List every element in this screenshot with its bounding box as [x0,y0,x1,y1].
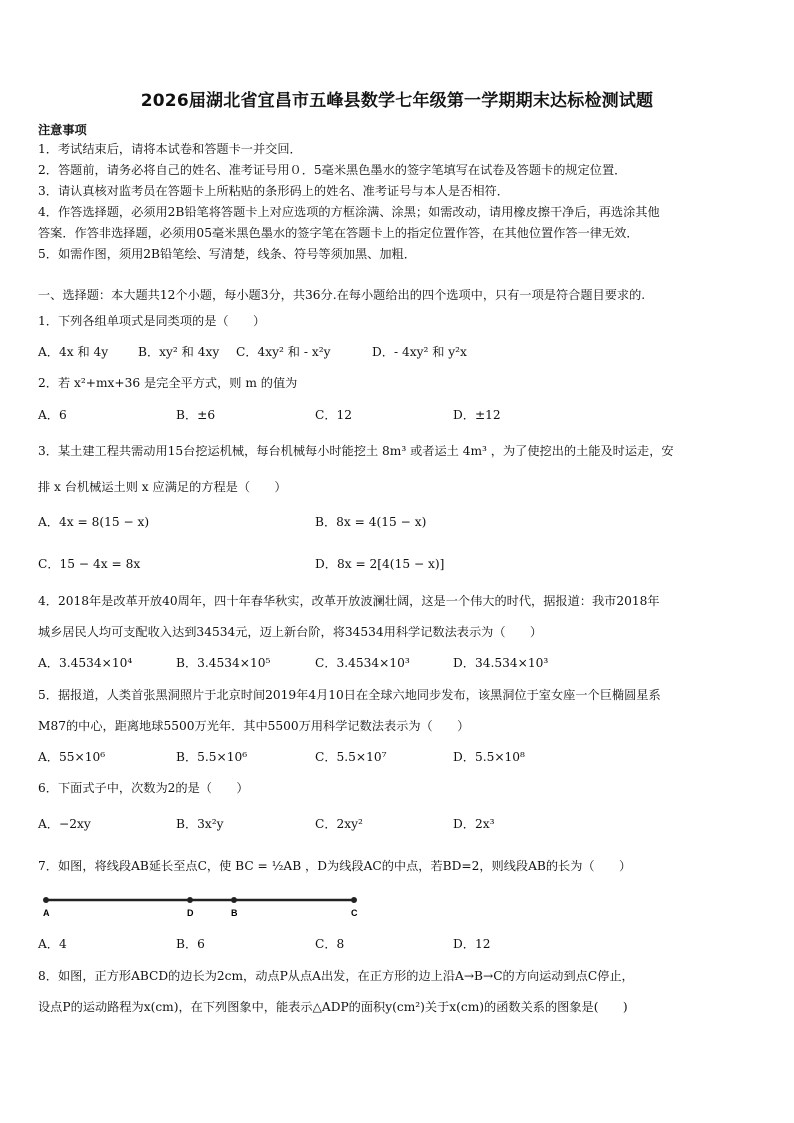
point-a-dot [43,897,49,903]
q2-option-b: B．±6 [176,408,216,422]
point-d-dot [187,897,193,903]
q1-option-d: D．- 4xy² 和 y²x [372,345,467,359]
question-6-stem: 6．下面式子中，次数为2的是（ ） [38,781,249,795]
notice-item: 2．答题前，请务必将自己的姓名、准考证号用０．5毫米黑色墨水的签字笔填写在试卷及答题卡的规定位置． [38,163,627,177]
notice-item: 答案．作答非选择题，必须用05毫米黑色墨水的签字笔在答题卡上的指定位置作答，在其他位置作答一律无效． [38,226,639,240]
q3-option-d: D．8x = 2[4(15 − x)] [315,557,445,571]
q1-option-a: A．4x 和 4y [38,345,109,359]
question-8-stem: 8．如图，正方形ABCD的边长为2cm，动点P从点A出发，在正方形的边上沿A→B→C的方向运动到点C停止， [38,969,634,983]
q5-option-d: D．5.5×10⁸ [453,750,525,764]
q5-option-b: B．5.5×10⁶ [176,750,248,764]
q3-option-b: B．8x = 4(15 − x) [315,515,427,529]
q7-option-d: D．12 [453,937,491,951]
notice-heading: 注意事项 [38,123,87,137]
page-title: 2026届湖北省宜昌市五峰县数学七年级第一学期期末达标检测试题 [140,91,654,111]
q3-option-a: A．4x = 8(15 − x) [38,515,150,529]
question-8-stem-cont: 设点P的运动路程为x(cm)，在下列图象中，能表示△ADP的面积y(cm²)关于x(cm)的函数关系的图象是( ) [38,1000,628,1014]
section-heading: 一、选择题：本大题共12个小题，每小题3分，共36分.在每小题给出的四个选项中，只有一项是符合题目要求的. [38,288,646,302]
q6-option-b: B．3x²y [176,817,224,831]
point-c-dot [351,897,357,903]
question-3-stem: 3．某土建工程共需动用15台挖运机械，每台机械每小时能挖土 8m³ 或者运土 4m³ ，为了使挖出的土能及时运走，安 [38,444,674,458]
question-2-stem: 2．若 x²+mx+36 是完全平方式，则 m 的值为 [38,376,298,390]
question-4-stem: 4．2018年是改革开放40周年，四十年春华秋实，改革开放波澜壮阔，这是一个伟大的时代，据报道：我市2018年 [38,594,660,608]
q1-option-b: B．xy² 和 4xy [138,345,220,359]
q5-option-a: A．55×10⁶ [38,750,106,764]
q6-option-c: C．2xy² [315,817,363,831]
question-7-stem: 7．如图，将线段AB延长至点C，使 BC = ½AB ，D为线段AC的中点，若BD=2，则线段AB的长为（ ） [38,859,632,873]
q2-option-c: C．12 [315,408,353,422]
q4-option-b: B．3.4534×10⁵ [176,656,271,670]
notice-item: 5．如需作图，须用2B铅笔绘、写清楚，线条、符号等须加黑、加粗． [38,247,416,261]
question-4-stem-cont: 城乡居民人均可支配收入达到34534元，迈上新台阶，将34534用科学记数法表示为（ ） [38,625,543,639]
point-b-dot [231,897,237,903]
notice-item: 4．作答选择题，必须用2B铅笔将答题卡上对应选项的方框涂满、涂黑；如需改动，请用橡皮擦干净后，再选涂其他 [38,205,660,219]
question-3-stem-cont: 排 x 台机械运土则 x 应满足的方程是（ ） [38,480,287,494]
q5-option-c: C．5.5×10⁷ [315,750,387,764]
question-5-stem: 5．据报道，人类首张黑洞照片于北京时间2019年4月10日在全球六地同步发布，该黑洞位于室女座一个巨椭圆星系 [38,688,661,702]
point-b-label: B [231,908,238,918]
q7-option-b: B．6 [176,937,205,951]
point-c-label: C [351,908,358,918]
q2-option-a: A．6 [38,408,67,422]
notice-item: 3．请认真核对监考员在答题卡上所粘贴的条形码上的姓名、准考证号与本人是否相符． [38,184,509,198]
q6-option-a: A．−2xy [38,817,91,831]
notice-item: 1．考试结束后，请将本试卷和答题卡一并交回． [38,142,302,156]
q4-option-d: D．34.534×10³ [453,656,549,670]
q2-option-d: D．±12 [453,408,501,422]
question-5-stem-cont: M87的中心，距离地球5500万光年．其中5500万用科学记数法表示为（ ） [38,719,470,733]
segment-figure [36,892,366,920]
q6-option-d: D．2x³ [453,817,495,831]
q3-option-c: C．15 − 4x = 8x [38,557,141,571]
q4-option-c: C．3.4534×10³ [315,656,410,670]
q7-option-c: C．8 [315,937,345,951]
q1-option-c: C．4xy² 和 - x²y [236,345,331,359]
point-d-label: D [187,908,194,918]
q4-option-a: A．3.4534×10⁴ [38,656,133,670]
point-a-label: A [43,908,50,918]
q7-option-a: A．4 [38,937,67,951]
question-1-stem: 1．下列各组单项式是同类项的是（ ） [38,314,266,328]
